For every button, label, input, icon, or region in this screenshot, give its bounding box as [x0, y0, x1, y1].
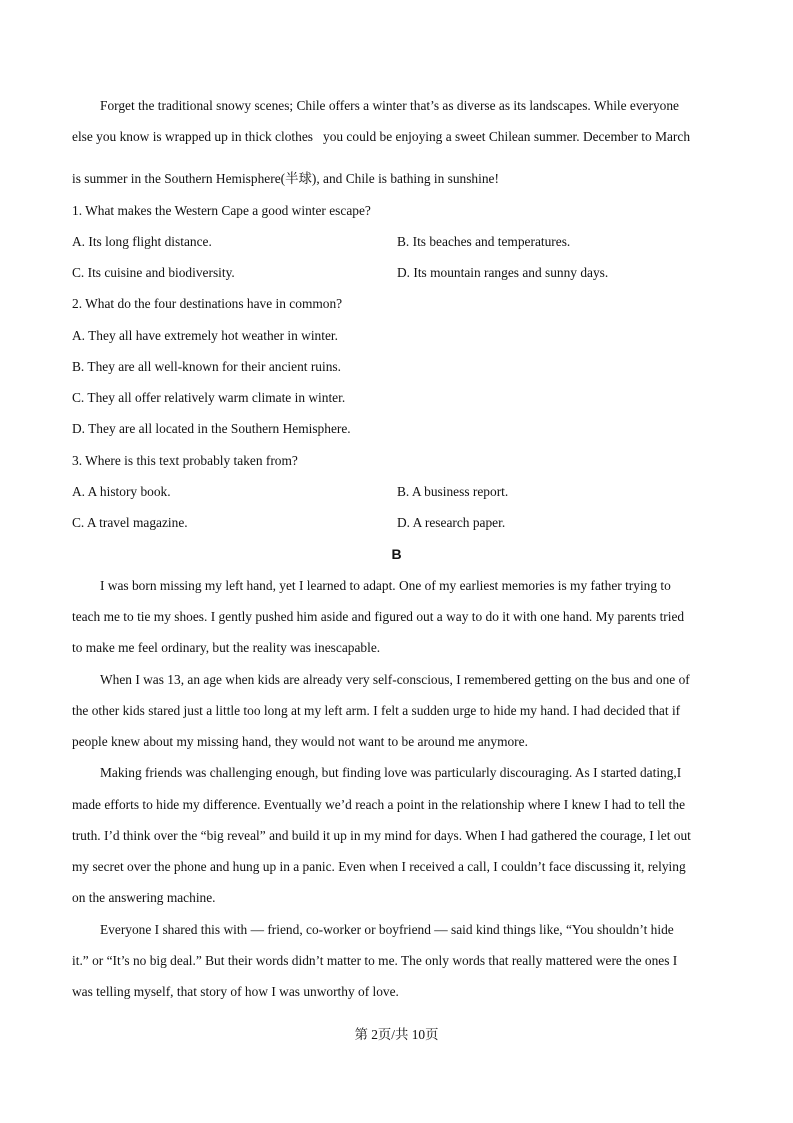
question-1-option-b: B. Its beaches and temperatures.	[397, 234, 571, 249]
intro-line-1: Forget the traditional snowy scenes; Chile offers a winter that’s as diverse as its landscapes. While everyone	[100, 98, 679, 113]
passage-line: truth. I’d think over the “big reveal” and build it up in my mind for days. When I had gathered the courage, I let out	[72, 828, 691, 843]
question-1-option-c: C. Its cuisine and biodiversity.	[72, 265, 235, 280]
passage-line: teach me to tie my shoes. I gently pushed him aside and figured out a way to do it with one hand. My parents tried	[72, 609, 685, 624]
intro-line-2-part-b: you could be enjoying a sweet Chilean summer. December to March	[323, 129, 691, 144]
passage-line: people knew about my missing hand, they would not want to be around me anymore.	[72, 734, 528, 749]
passage-line: was telling myself, that story of how I was unworthy of love.	[72, 984, 399, 999]
question-2-option-d: D. They are all located in the Southern Hemisphere.	[72, 421, 351, 436]
question-1-stem: 1. What makes the Western Cape a good winter escape?	[72, 203, 371, 218]
question-3-option-a: A. A history book.	[72, 484, 171, 499]
intro-line-2-part-a: else you know is wrapped up in thick clothes	[72, 129, 313, 144]
question-2-stem: 2. What do the four destinations have in common?	[72, 296, 343, 311]
question-3-option-d: D. A research paper.	[397, 515, 506, 530]
question-1-option-d: D. Its mountain ranges and sunny days.	[397, 265, 609, 280]
section-b-heading: B	[391, 546, 402, 562]
passage-line: it.” or “It’s no big deal.” But their words didn’t matter to me. The only words that really mattered were the ones I	[72, 953, 678, 968]
passage-line: to make me feel ordinary, but the reality was inescapable.	[72, 640, 381, 655]
passage-line: made efforts to hide my difference. Eventually we’d reach a point in the relationship where I knew I had to tell the	[72, 797, 686, 812]
question-3-option-b: B. A business report.	[397, 484, 509, 499]
intro-line-3: is summer in the Southern Hemisphere(半球), and Chile is bathing in sunshine!	[72, 171, 499, 186]
page-number-footer: 第 2页/共 10页	[354, 1027, 439, 1042]
passage-line: I was born missing my left hand, yet I learned to adapt. One of my earliest memories is my father trying to	[100, 578, 671, 593]
question-2-option-a: A. They all have extremely hot weather in winter.	[72, 328, 338, 343]
passage-line: Everyone I shared this with — friend, co-worker or boyfriend — said kind things like, “You shouldn’t hide	[100, 922, 674, 937]
passage-line: Making friends was challenging enough, but finding love was particularly discouraging. As I started dating,I	[100, 765, 682, 780]
question-3-option-c: C. A travel magazine.	[72, 515, 188, 530]
question-2-option-b: B. They are all well-known for their ancient ruins.	[72, 359, 341, 374]
passage-line: When I was 13, an age when kids are already very self-conscious, I remembered getting on the bus and one of	[100, 672, 690, 687]
passage-line: my secret over the phone and hung up in a panic. Even when I received a call, I couldn’t face discussing it, relying	[72, 859, 686, 874]
intro-line-2	[72, 129, 690, 145]
passage-line: the other kids stared just a little too long at my left arm. I felt a sudden urge to hide my hand. I had decided that if	[72, 703, 681, 718]
question-2-option-c: C. They all offer relatively warm climate in winter.	[72, 390, 346, 405]
question-1-option-a: A. Its long flight distance.	[72, 234, 212, 249]
question-3-stem: 3. Where is this text probably taken from?	[72, 453, 298, 468]
passage-line: on the answering machine.	[72, 890, 216, 905]
